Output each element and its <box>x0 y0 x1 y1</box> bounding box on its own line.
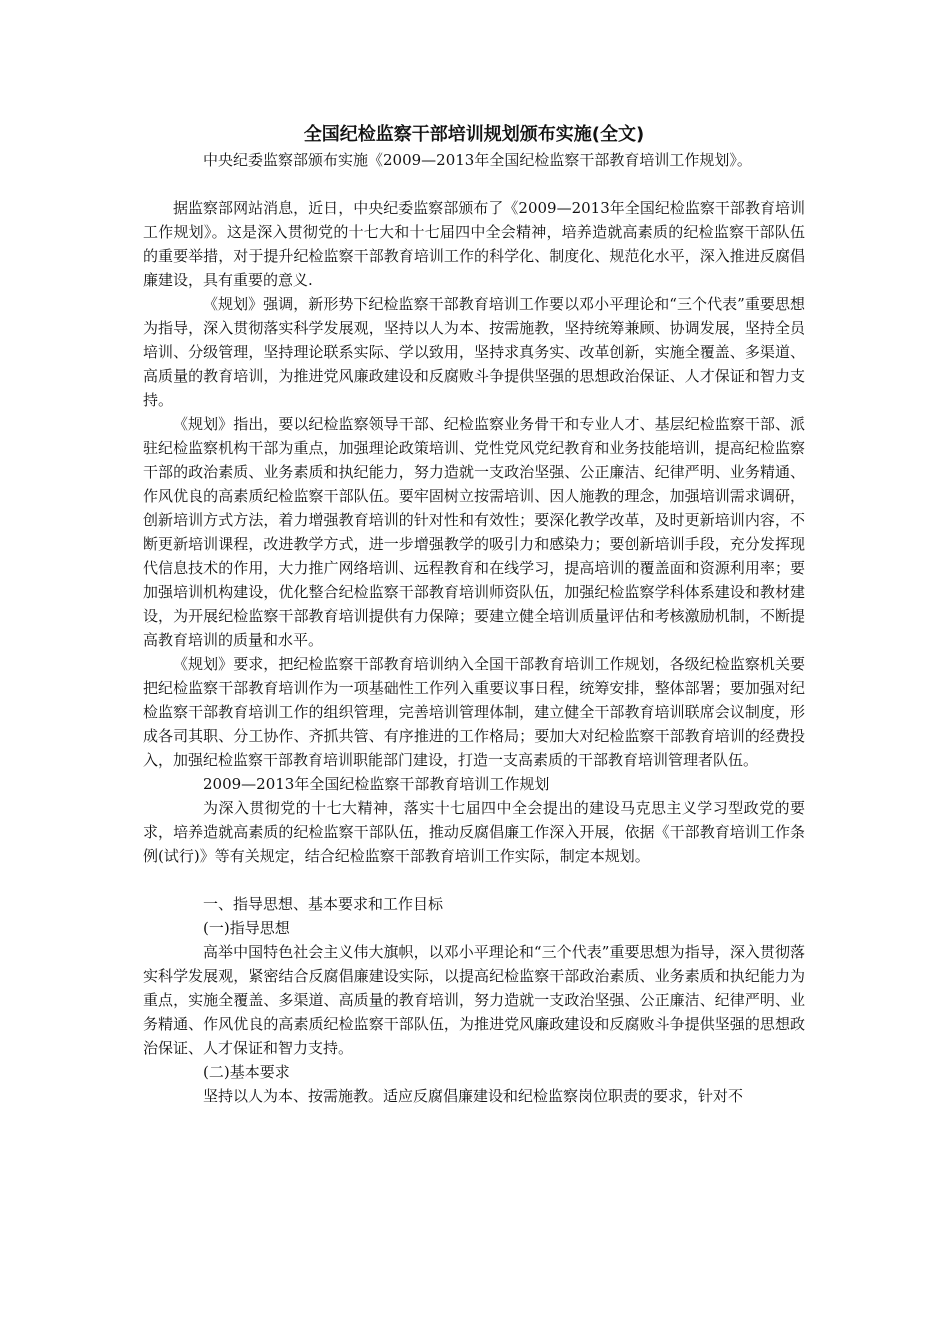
subheading-guiding-ideology: (一)指导思想 <box>203 919 290 937</box>
blank-line <box>143 172 805 196</box>
blank-line <box>143 868 805 892</box>
paragraph-basic-requirements: 坚持以人为本、按需施教。适应反腐倡廉建设和纪检监察岗位职责的要求，针对不 <box>203 1087 744 1105</box>
paragraph-plan-requirements: 《规划》要求，把纪检监察干部教育培训纳入全国干部教育培训工作规划，各级纪检监察机关要把纪检监察干部教育培训作为一项基础性工作列入重要议事日程，统筹安排，整体部署；要加强对纪检监察干部教育培训工作的组织管理，完善培训管理体制，建立健全干部教育培训联席会议制度，形成各司其职、分工协作、齐抓共管、有序推进的工作格局；要加大对纪检监察干部教育培训的经费投入，加强纪检监察干部教育培训职能部门建设，打造一支高素质的干部教育培训管理者队伍。 <box>143 655 805 769</box>
document-page <box>143 122 805 1108</box>
document-subtitle: 中央纪委监察部颁布实施《2009—2013年全国纪检监察干部教育培训工作规划》。 <box>203 151 752 169</box>
subheading-basic-requirements: (二)基本要求 <box>203 1063 290 1081</box>
section-heading-1: 一、指导思想、基本要求和工作目标 <box>203 895 444 913</box>
paragraph-news-intro: 据监察部网站消息，近日，中央纪委监察部颁布了《2009—2013年全国纪检监察干部教育培训工作规划》。这是深入贯彻党的十七大和十七届四中全会精神，培养造就高素质的纪检监察干部队伍的重要举措，对于提升纪检监察干部教育培训工作的科学化、制度化、规范化水平，深入推进反腐倡廉建设，具有重要的意义. <box>143 199 805 289</box>
plan-title: 2009—2013年全国纪检监察干部教育培训工作规划 <box>203 775 550 793</box>
document-title: 全国纪检监察干部培训规划颁布实施(全文) <box>303 124 645 145</box>
paragraph-plan-points: 《规划》指出，要以纪检监察领导干部、纪检监察业务骨干和专业人才、基层纪检监察干部、派驻纪检监察机构干部为重点，加强理论政策培训、党性党风党纪教育和业务技能培训，提高纪检监察干部的政治素质、业务素质和执纪能力，努力造就一支政治坚强、公正廉洁、纪律严明、业务精通、作风优良的高素质纪检监察干部队伍。要牢固树立按需培训、因人施教的理念，加强培训需求调研，创新培训方式方法，着力增强教育培训的针对性和有效性；要深化教学改革，及时更新培训内容，不断更新培训课程，改进教学方式，进一步增强教学的吸引力和感染力；要创新培训手段，充分发挥现代信息技术的作用，大力推广网络培训、远程教育和在线学习，提高培训的覆盖面和资源利用率；要加强培训机构建设，优化整合纪检监察干部教育培训师资队伍，加强纪检监察学科体系建设和教材建设，为开展纪检监察干部教育培训提供有力保障；要建立健全培训质量评估和考核激励机制，不断提高教育培训的质量和水平。 <box>143 415 805 649</box>
paragraph-guiding-ideology: 高举中国特色社会主义伟大旗帜，以邓小平理论和“三个代表”重要思想为指导，深入贯彻落实科学发展观，紧密结合反腐倡廉建设实际，以提高纪检监察干部政治素质、业务素质和执纪能力为重点，实施全覆盖、多渠道、高质量的教育培训，努力造就一支政治坚强、公正廉洁、纪律严明、业务精通、作风优良的高素质纪检监察干部队伍，为推进党风廉政建设和反腐败斗争提供坚强的思想政治保证、人才保证和智力支持。 <box>143 943 805 1057</box>
paragraph-plan-emphasis: 《规划》强调，新形势下纪检监察干部教育培训工作要以邓小平理论和“三个代表”重要思想为指导，深入贯彻落实科学发展观，坚持以人为本、按需施教，坚持统筹兼顾、协调发展，坚持全员培训、分级管理，坚持理论联系实际、学以致用，坚持求真务实、改革创新，实施全覆盖、多渠道、高质量的教育培训，为推进党风廉政建设和反腐败斗争提供坚强的思想政治保证、人才保证和智力支持。 <box>143 295 805 409</box>
paragraph-plan-purpose: 为深入贯彻党的十七大精神，落实十七届四中全会提出的建设马克思主义学习型政党的要求，培养造就高素质的纪检监察干部队伍，推动反腐倡廉工作深入开展，依据《干部教育培训工作条例(试行)》等有关规定，结合纪检监察干部教育培训工作实际，制定本规划。 <box>143 799 805 865</box>
